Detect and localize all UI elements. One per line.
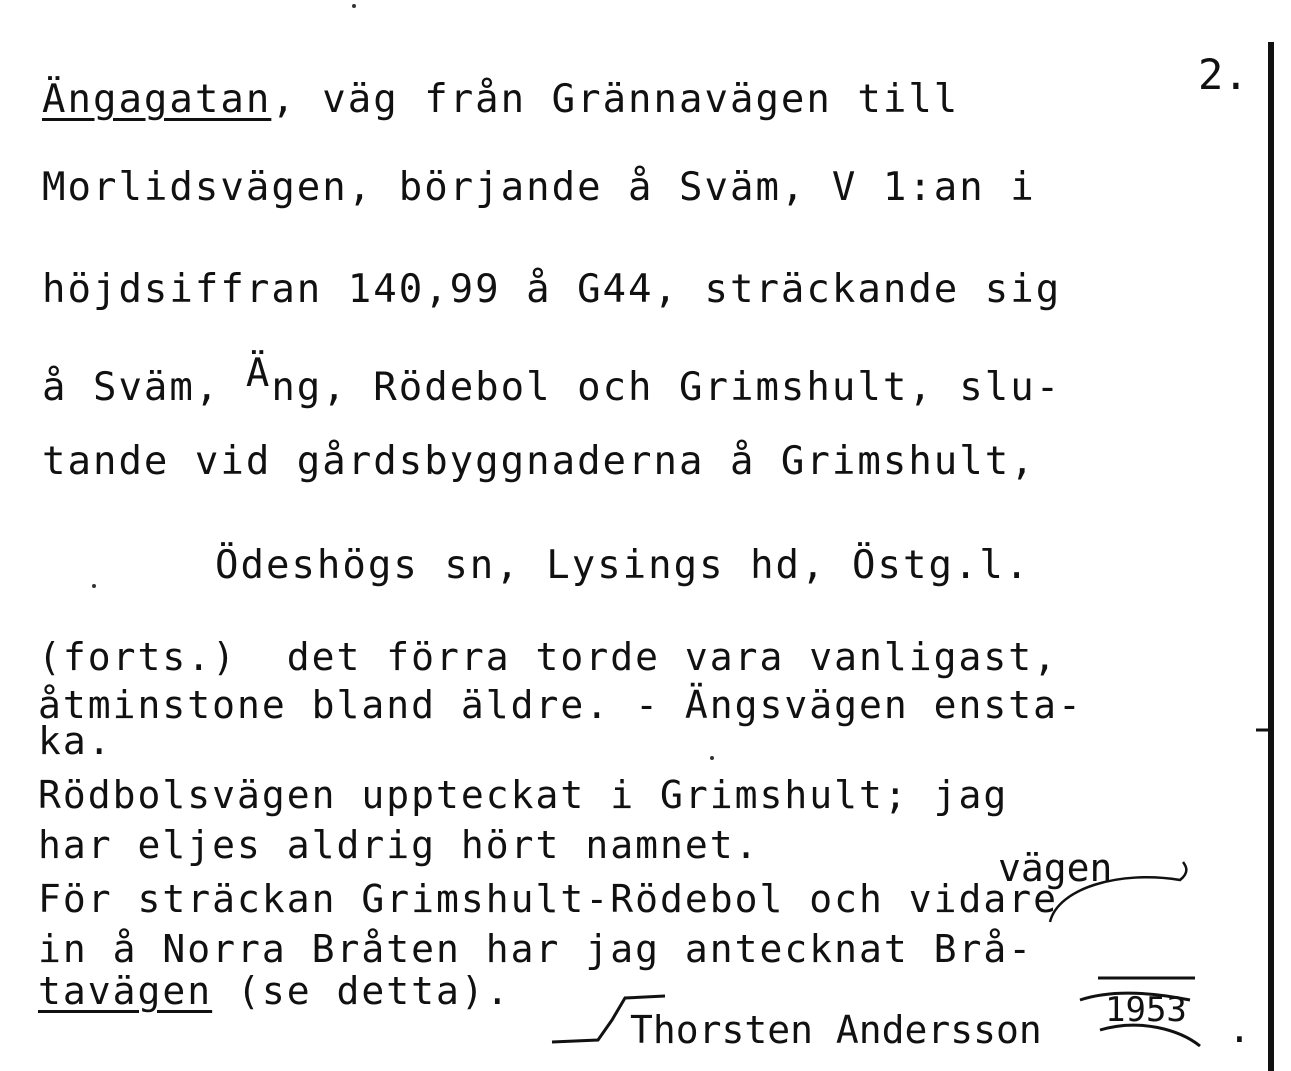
inserted-word: vägen [998,846,1113,890]
notes-line-8-rest: (se detta). [212,969,511,1013]
notes-line-8 [38,969,511,1013]
notes-line-6: För sträckan Grimshult-Rödebol och vidare [38,877,1058,921]
entry-line-4-start: å Sväm, [42,365,246,410]
entry-line-5: tande vid gårdsbyggnaderna å Grimshult, [42,439,1036,484]
notes-line-4: Rödbolsvägen uppteckat i Grimshult; jag [38,773,1009,817]
entry-line-4-end: ng, Rödebol och Grimshult, slu- [271,365,1062,410]
signature-name: Thorsten Andersson [630,1008,1042,1052]
speck [710,756,714,760]
page-number: 2. [1198,50,1249,99]
notes-line-1: (forts.) det förra torde vara vanligast, [38,635,1058,679]
entry-line-1 [42,77,960,122]
entry-line-4 [42,351,1062,410]
speck [352,4,356,8]
notes-line-7: in å Norra Bråten har jag antecknat Brå- [38,927,1034,971]
notes-line-3: ka. [38,719,113,763]
notes-line-5: har eljes aldrig hört namnet. [38,823,760,867]
trailing-dot: . [1228,1007,1253,1051]
card-edge-rule [1268,42,1274,1071]
headword: Ängagatan [42,77,272,122]
speck [92,584,96,588]
entry-line-1-rest: , väg från Grännavägen till [271,77,960,122]
year-handwritten: 1953 [1105,990,1187,1030]
cross-reference-word: tavägen [38,969,213,1013]
location-line: Ödeshögs sn, Lysings hd, Östg.l. [215,543,1031,588]
entry-line-2: Morlidsvägen, börjande å Sväm, V 1:an i [42,165,1036,210]
superscript-a-umlaut: Ä [245,351,272,396]
entry-line-3: höjdsiffran 140,99 å G44, sträckande sig [42,267,1062,312]
notes-line-2: åtminstone bland äldre. - Ängsvägen ensta- [38,683,1083,727]
